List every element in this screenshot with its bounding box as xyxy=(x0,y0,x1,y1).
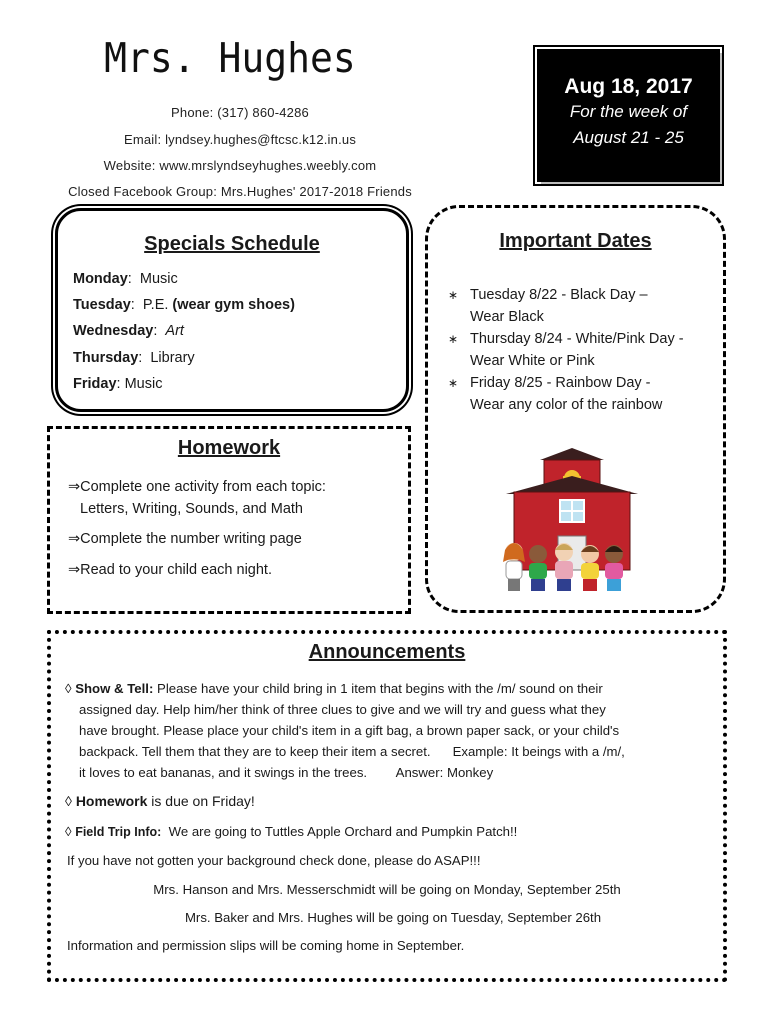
schoolhouse-with-children-icon xyxy=(500,446,645,596)
date-item-line: Wear White or Pink xyxy=(470,353,595,369)
homework-title: Homework xyxy=(177,437,281,459)
show-and-tell-line: backpack. Tell them that they are to keep their item a secret. Example: It beings with a /m/, xyxy=(79,744,625,759)
specials-day: Wednesday xyxy=(73,323,154,339)
website-line[interactable]: Website: www.mrslyndseyhughes.weebly.com xyxy=(103,158,377,173)
homework-item-line: ⇒Complete the number writing page xyxy=(68,531,302,547)
specials-value: Music xyxy=(139,271,178,287)
date-box xyxy=(537,49,720,182)
specials-row-tuesday: Tuesday: P.E. (wear gym shoes) xyxy=(73,297,295,313)
field-trip-text: We are going to Tuttles Apple Orchard and Pumpkin Patch!! xyxy=(161,824,518,839)
week-range: August 21 - 25 xyxy=(573,128,684,147)
permission-slips-note: Information and permission slips will be coming home in September. xyxy=(67,938,465,953)
important-dates-title: Important Dates xyxy=(499,230,652,252)
date-item-line: Thursday 8/24 - White/Pink Day - xyxy=(470,331,684,347)
specials-title: Specials Schedule xyxy=(144,233,320,255)
teacher-name: Mrs. Hughes xyxy=(104,34,356,82)
homework-due-label: Homework xyxy=(75,793,148,809)
specials-row-friday: Friday: Music xyxy=(73,376,163,392)
show-and-tell-line: it loves to eat bananas, and it swings in the trees. Answer: Monkey xyxy=(79,765,494,780)
show-and-tell-item xyxy=(65,678,715,783)
date-item xyxy=(448,284,718,328)
show-and-tell-line: assigned day. Help him/her think of three clues to give and we will try and guess what they xyxy=(79,702,606,717)
homework-item xyxy=(68,528,302,550)
important-dates-box xyxy=(425,205,726,613)
specials-schedule-box xyxy=(55,208,409,412)
week-label: For the week of xyxy=(569,102,688,121)
show-and-tell-line: Please have your child bring in 1 item that begins with the /m/ sound on their xyxy=(157,681,603,696)
diamond-bullet-icon: ◊ xyxy=(65,824,72,839)
specials-day: Thursday xyxy=(73,350,139,366)
field-trip-label: Field Trip Info: xyxy=(75,825,162,839)
date-item xyxy=(448,372,718,416)
homework-item xyxy=(68,559,272,581)
date-item xyxy=(448,328,718,372)
specials-row-wednesday: Wednesday: Art xyxy=(73,323,184,339)
phone-line: Phone: (317) 860-4286 xyxy=(171,105,309,120)
homework-due-text: is due on Friday! xyxy=(147,793,255,809)
homework-due-item xyxy=(65,791,255,812)
show-and-tell-line: have brought. Please place your child's item in a gift bag, a brown paper sack, or your child's xyxy=(79,723,620,738)
specials-day: Monday xyxy=(73,271,128,287)
show-and-tell-label: Show & Tell: xyxy=(75,681,154,696)
specials-value: Library xyxy=(150,350,195,366)
specials-value: Music xyxy=(124,376,163,392)
background-check-note: If you have not gotten your background check done, please do ASAP!!! xyxy=(67,853,481,868)
date-item-line: Tuesday 8/22 - Black Day – xyxy=(470,287,648,303)
homework-item-line: ⇒Read to your child each night. xyxy=(68,562,272,578)
email-line[interactable]: Email: lyndsey.hughes@ftcsc.k12.in.us xyxy=(123,132,357,147)
announcements-title: Announcements xyxy=(308,641,466,663)
specials-day: Tuesday xyxy=(73,297,131,313)
date-item-line: Wear any color of the rainbow xyxy=(470,397,663,413)
asterisk-icon: ∗ xyxy=(448,288,459,302)
specials-value: Art xyxy=(165,323,184,339)
specials-row-monday: Monday: Music xyxy=(73,271,178,287)
homework-item-line: Letters, Writing, Sounds, and Math xyxy=(80,501,303,517)
monday-trip-note: Mrs. Hanson and Mrs. Messerschmidt will be going on Monday, September 25th xyxy=(153,882,621,897)
diamond-bullet-icon: ◊ xyxy=(65,793,72,809)
field-trip-item xyxy=(65,821,517,843)
asterisk-icon: ∗ xyxy=(448,332,459,346)
tuesday-trip-note: Mrs. Baker and Mrs. Hughes will be going on Tuesday, September 26th xyxy=(184,910,602,925)
date-item-line: Friday 8/25 - Rainbow Day - xyxy=(470,375,651,391)
asterisk-icon: ∗ xyxy=(448,376,459,390)
facebook-line: Closed Facebook Group: Mrs.Hughes' 2017-2018 Friends xyxy=(68,184,412,199)
homework-item xyxy=(68,476,326,520)
newsletter-date: Aug 18, 2017 xyxy=(564,75,693,98)
date-item-line: Wear Black xyxy=(470,309,544,325)
specials-day: Friday xyxy=(73,376,117,392)
specials-value: P.E. xyxy=(142,297,169,313)
specials-note: (wear gym shoes) xyxy=(172,297,295,313)
homework-item-line: ⇒Complete one activity from each topic: xyxy=(68,479,326,495)
homework-box xyxy=(47,426,411,614)
specials-row-thursday: Thursday: Library xyxy=(73,350,195,366)
diamond-bullet-icon: ◊ xyxy=(65,681,72,696)
announcements-box xyxy=(47,630,727,982)
